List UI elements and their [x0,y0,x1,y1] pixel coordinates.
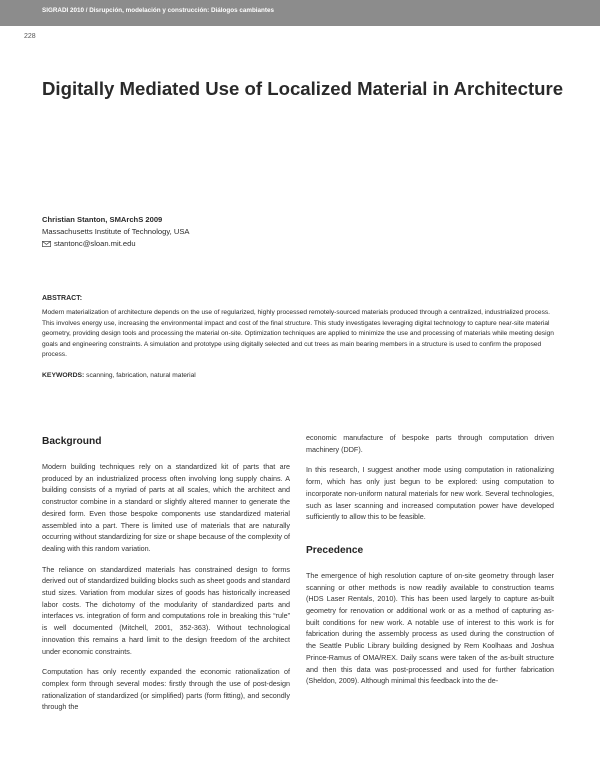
abstract-block [42,293,562,381]
keywords-label: KEYWORDS: [42,371,85,379]
author-name: Christian Stanton, SMArchS 2009 [42,215,163,224]
author-email-row [42,238,442,250]
author-email[interactable]: stantonc@sloan.mit.edu [54,239,136,248]
body-paragraph: Modern building techniques rely on a standardized kit of parts that are produced by an industrialized process often involving long supply chains. A building consists of a myriad of parts at all scales, which the architect and constructor combine in a standard or slightly altered manner to generate the desired form. Even those bespoke components use standardized material assembled into a part. There is limited use of materials that are naturally occurring without standardizing for size or shape because of the complexity of dealing with this random variation. [42,462,290,553]
left-column [42,436,290,722]
body-paragraph: In this research, I suggest another mode using computation in rationalizing form, which has only just begun to be explored: using computation to incorporate non-uniform natural materials for new work. Several technologies, such as laser scanning and increased computation power have developed sufficiently to allow this to be feasible. [306,465,554,522]
section-heading-precedence: Precedence [306,544,364,556]
keywords [42,371,562,381]
body-paragraph: Computation has only recently expanded the economic rationalization of complex form through several modes: firstly through the use of post-design rationalization of standardized (or simplified) parts (form fitting), and secondly through the [42,667,290,712]
abstract-text: Modern materialization of architecture depends on the use of regularized, highly processed remotely-sourced materials produced through a centralized, industrialized process. This involves energy use, increasing the environmental impact and cost of the final structure. This study investigates leveraging digital technology to capture near-site material geometry, providing design tools and processing the material on-site. Optimization techniques are applied to minimize the use and processing of materials while meeting design goals and engineering constraints. A simulation and prototype using digitally selected and cut trees as main bearing members in a structure is used to confirm the proposed process. [42,309,554,358]
running-header-text: SIGRADI 2010 / Disrupción, modelación y construcción: Diálogos cambiantes [42,7,274,14]
running-header [0,0,600,26]
body-paragraph: The emergence of high resolution capture of on-site geometry through laser scanning or other methods is now readily available to construction teams (HDS Laser Rentals, 2010). This has been used largely to capture as-built geometry for renovation or additional work or as a method of capturing as-built conditions for new work. A notable use of interest to this work is for fabrication during the assembly process as used during the construction of the Seattle Public Library building designed by Rem Koolhaas and Joshua Prince-Ramus of OMA/REX. Daily scans were taken of the as-built structure and then this data was post-processed and used for further fabrication (Sheldon, 2009). Although minimal this feedback into the de- [306,570,554,686]
paper-title: Digitally Mediated Use of Localized Material in Architecture [42,78,564,99]
page-number: 228 [24,33,36,40]
author-affiliation: Massachusetts Institute of Technology, USA [42,227,190,236]
mail-icon [42,241,51,247]
section-heading-background: Background [42,436,102,447]
keywords-text: scanning, fabrication, natural material [86,371,196,379]
abstract-label: ABSTRACT: [42,295,83,302]
author-block [42,214,442,250]
body-paragraph: economic manufacture of bespoke parts through computation driven machinery (DDF). [306,433,554,454]
body-paragraph: The reliance on standardized materials has constrained design to forms derived out of standardized building blocks such as sheet goods and standard stud sizes. Variation from modular sizes of goods has historically increased labor costs. The dichotomy of the modularity of standardized parts and interfaces vs. integration of form and computations role in breaking this “rule” is well documented (Mitchell, 2001, 352-363). Without technological innovation this remains a hard limit to the design freedom of the architect under economic constraints. [42,564,290,656]
right-column [306,432,554,696]
